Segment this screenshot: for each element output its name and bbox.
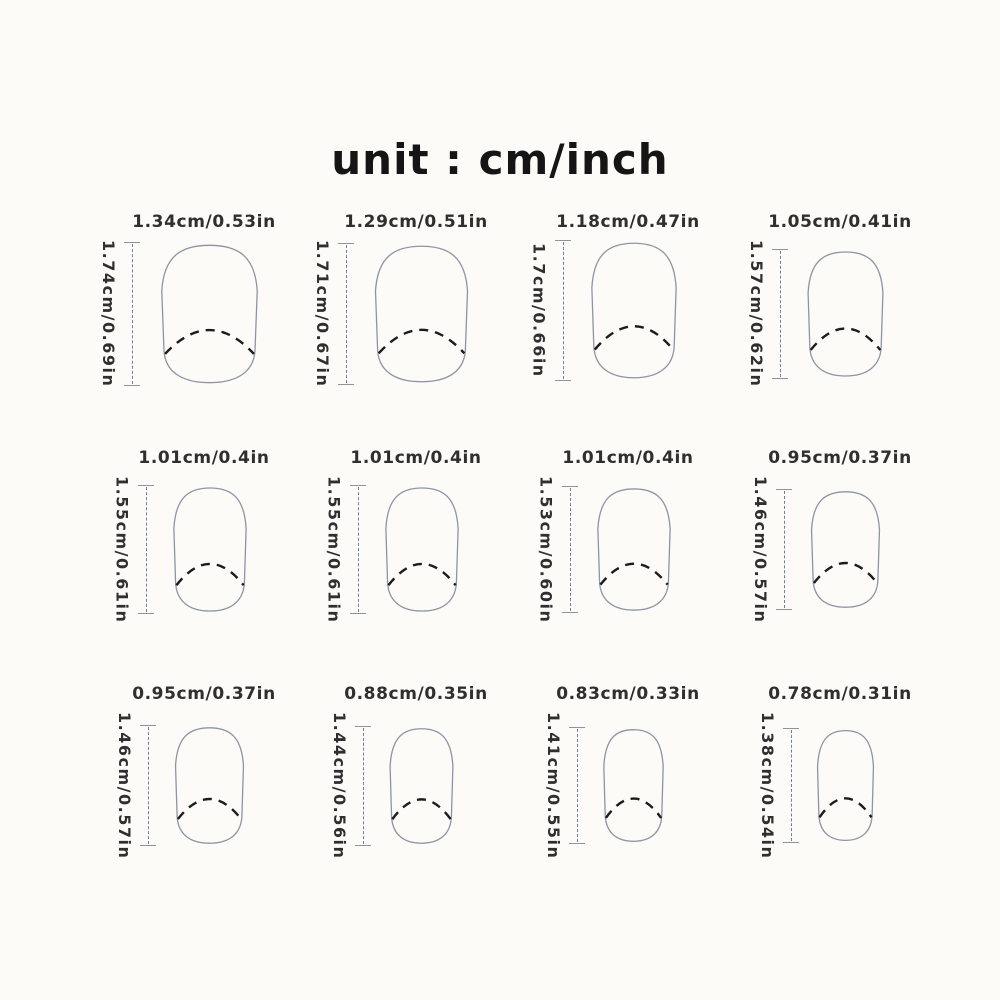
nail-measure-row — [325, 476, 464, 623]
measure-dashed-line-icon — [577, 729, 578, 842]
nail-width-label: 1.18cm/0.47in — [556, 212, 700, 232]
measure-cap-bottom-icon — [140, 845, 156, 846]
nail-size-cell — [712, 448, 924, 676]
measure-cap-top-icon — [138, 485, 154, 486]
nail-width-label: 1.01cm/0.4in — [138, 448, 270, 468]
height-measure-line — [124, 242, 140, 386]
nail-width-label: 0.83cm/0.33in — [556, 684, 700, 704]
nail-width-label: 1.01cm/0.4in — [562, 448, 694, 468]
nail-height-label: 1.74cm/0.69in — [99, 240, 118, 388]
measure-dashed-line-icon — [563, 242, 564, 379]
nail-size-cell — [500, 684, 712, 912]
measure-dashed-line-icon — [791, 730, 792, 841]
measure-cap-bottom-icon — [138, 613, 154, 614]
measure-cap-top-icon — [355, 726, 371, 727]
nail-outline-icon — [170, 725, 249, 846]
nail-measure-row — [530, 240, 683, 381]
measure-cap-bottom-icon — [772, 378, 788, 379]
nail-measure-row — [544, 712, 668, 859]
measure-cap-bottom-icon — [783, 842, 799, 843]
nail-outline-icon — [813, 728, 878, 843]
nail-measure-row — [313, 240, 475, 387]
height-measure-line — [138, 485, 154, 614]
height-measure-line — [569, 727, 585, 844]
nail-measure-row — [330, 712, 458, 859]
nail-outline-icon — [806, 489, 885, 610]
nail-size-cell — [288, 212, 500, 440]
nail-outline-icon — [599, 727, 668, 844]
nail-outline-icon — [368, 243, 475, 385]
height-measure-line — [783, 728, 799, 843]
measure-cap-top-icon — [562, 486, 578, 487]
nail-width-label: 1.05cm/0.41in — [768, 212, 912, 232]
nail-width-label: 0.95cm/0.37in — [768, 448, 912, 468]
measure-dashed-line-icon — [146, 487, 147, 612]
nail-width-label: 1.29cm/0.51in — [344, 212, 488, 232]
measure-dashed-line-icon — [780, 251, 781, 377]
measure-cap-top-icon — [569, 727, 585, 728]
unit-title: unit : cm/inch — [331, 135, 669, 184]
nail-size-cell — [76, 684, 288, 912]
measure-dashed-line-icon — [570, 488, 571, 611]
nail-height-label: 1.71cm/0.67in — [313, 240, 332, 388]
measure-cap-bottom-icon — [338, 384, 354, 385]
nail-measure-row — [115, 712, 249, 859]
nail-height-label: 1.46cm/0.57in — [115, 712, 134, 860]
nail-measure-row — [758, 712, 878, 859]
measure-cap-bottom-icon — [350, 613, 366, 614]
measure-cap-bottom-icon — [555, 380, 571, 381]
measure-dashed-line-icon — [784, 491, 785, 608]
nail-width-label: 0.78cm/0.31in — [768, 684, 912, 704]
measure-cap-top-icon — [772, 249, 788, 250]
nail-size-cell — [500, 448, 712, 676]
measure-cap-bottom-icon — [124, 385, 140, 386]
height-measure-line — [772, 249, 788, 379]
nail-height-label: 1.7cm/0.66in — [529, 243, 549, 378]
measure-cap-top-icon — [124, 242, 140, 243]
nail-width-label: 1.01cm/0.4in — [350, 448, 482, 468]
nail-height-label: 1.57cm/0.62in — [747, 240, 766, 388]
nail-measure-row — [747, 240, 889, 387]
height-measure-line — [555, 240, 571, 381]
measure-dashed-line-icon — [148, 727, 149, 844]
nail-outline-icon — [592, 486, 676, 613]
height-measure-line — [140, 725, 156, 846]
measure-cap-bottom-icon — [776, 609, 792, 610]
nail-size-cell — [288, 684, 500, 912]
nail-size-cell — [712, 212, 924, 440]
nail-height-label: 1.41cm/0.55in — [544, 712, 563, 860]
nail-width-label: 1.34cm/0.53in — [132, 212, 276, 232]
nail-size-cell — [288, 448, 500, 676]
nail-size-cell — [76, 212, 288, 440]
measure-cap-bottom-icon — [562, 612, 578, 613]
nail-outline-icon — [385, 726, 458, 846]
nail-height-label: 1.53cm/0.60in — [536, 476, 556, 624]
nail-width-label: 0.88cm/0.35in — [344, 684, 488, 704]
measure-cap-top-icon — [140, 725, 156, 726]
nail-height-label: 1.55cm/0.61in — [112, 476, 132, 624]
nail-height-label: 1.44cm/0.56in — [330, 712, 349, 860]
measure-dashed-line-icon — [358, 487, 359, 612]
height-measure-line — [355, 726, 371, 846]
nail-measure-row — [751, 476, 885, 623]
nail-height-label: 1.55cm/0.61in — [324, 476, 344, 624]
nail-measure-row — [113, 476, 252, 623]
nail-height-label: 1.38cm/0.54in — [758, 712, 777, 860]
height-measure-line — [350, 485, 366, 614]
nail-outline-icon — [380, 485, 464, 614]
nail-measure-row — [99, 240, 265, 387]
nail-outline-icon — [585, 240, 683, 381]
measure-dashed-line-icon — [346, 245, 347, 383]
measure-cap-top-icon — [338, 243, 354, 244]
nail-measure-row — [537, 476, 676, 623]
measure-cap-top-icon — [555, 240, 571, 241]
nail-outline-icon — [168, 485, 252, 614]
nail-width-label: 0.95cm/0.37in — [132, 684, 276, 704]
nail-height-label: 1.46cm/0.57in — [751, 476, 770, 624]
nail-size-cell — [500, 212, 712, 440]
measure-cap-bottom-icon — [355, 845, 371, 846]
nail-size-cell — [712, 684, 924, 912]
measure-cap-top-icon — [783, 728, 799, 729]
measure-cap-top-icon — [350, 485, 366, 486]
measure-dashed-line-icon — [363, 728, 364, 844]
nail-outline-icon — [802, 249, 889, 379]
nail-size-grid — [0, 212, 1000, 912]
height-measure-line — [338, 243, 354, 385]
nail-size-cell — [76, 448, 288, 676]
measure-cap-bottom-icon — [569, 843, 585, 844]
measure-cap-top-icon — [776, 489, 792, 490]
height-measure-line — [776, 489, 792, 610]
measure-dashed-line-icon — [132, 244, 133, 384]
nail-outline-icon — [154, 242, 265, 386]
height-measure-line — [562, 486, 578, 613]
